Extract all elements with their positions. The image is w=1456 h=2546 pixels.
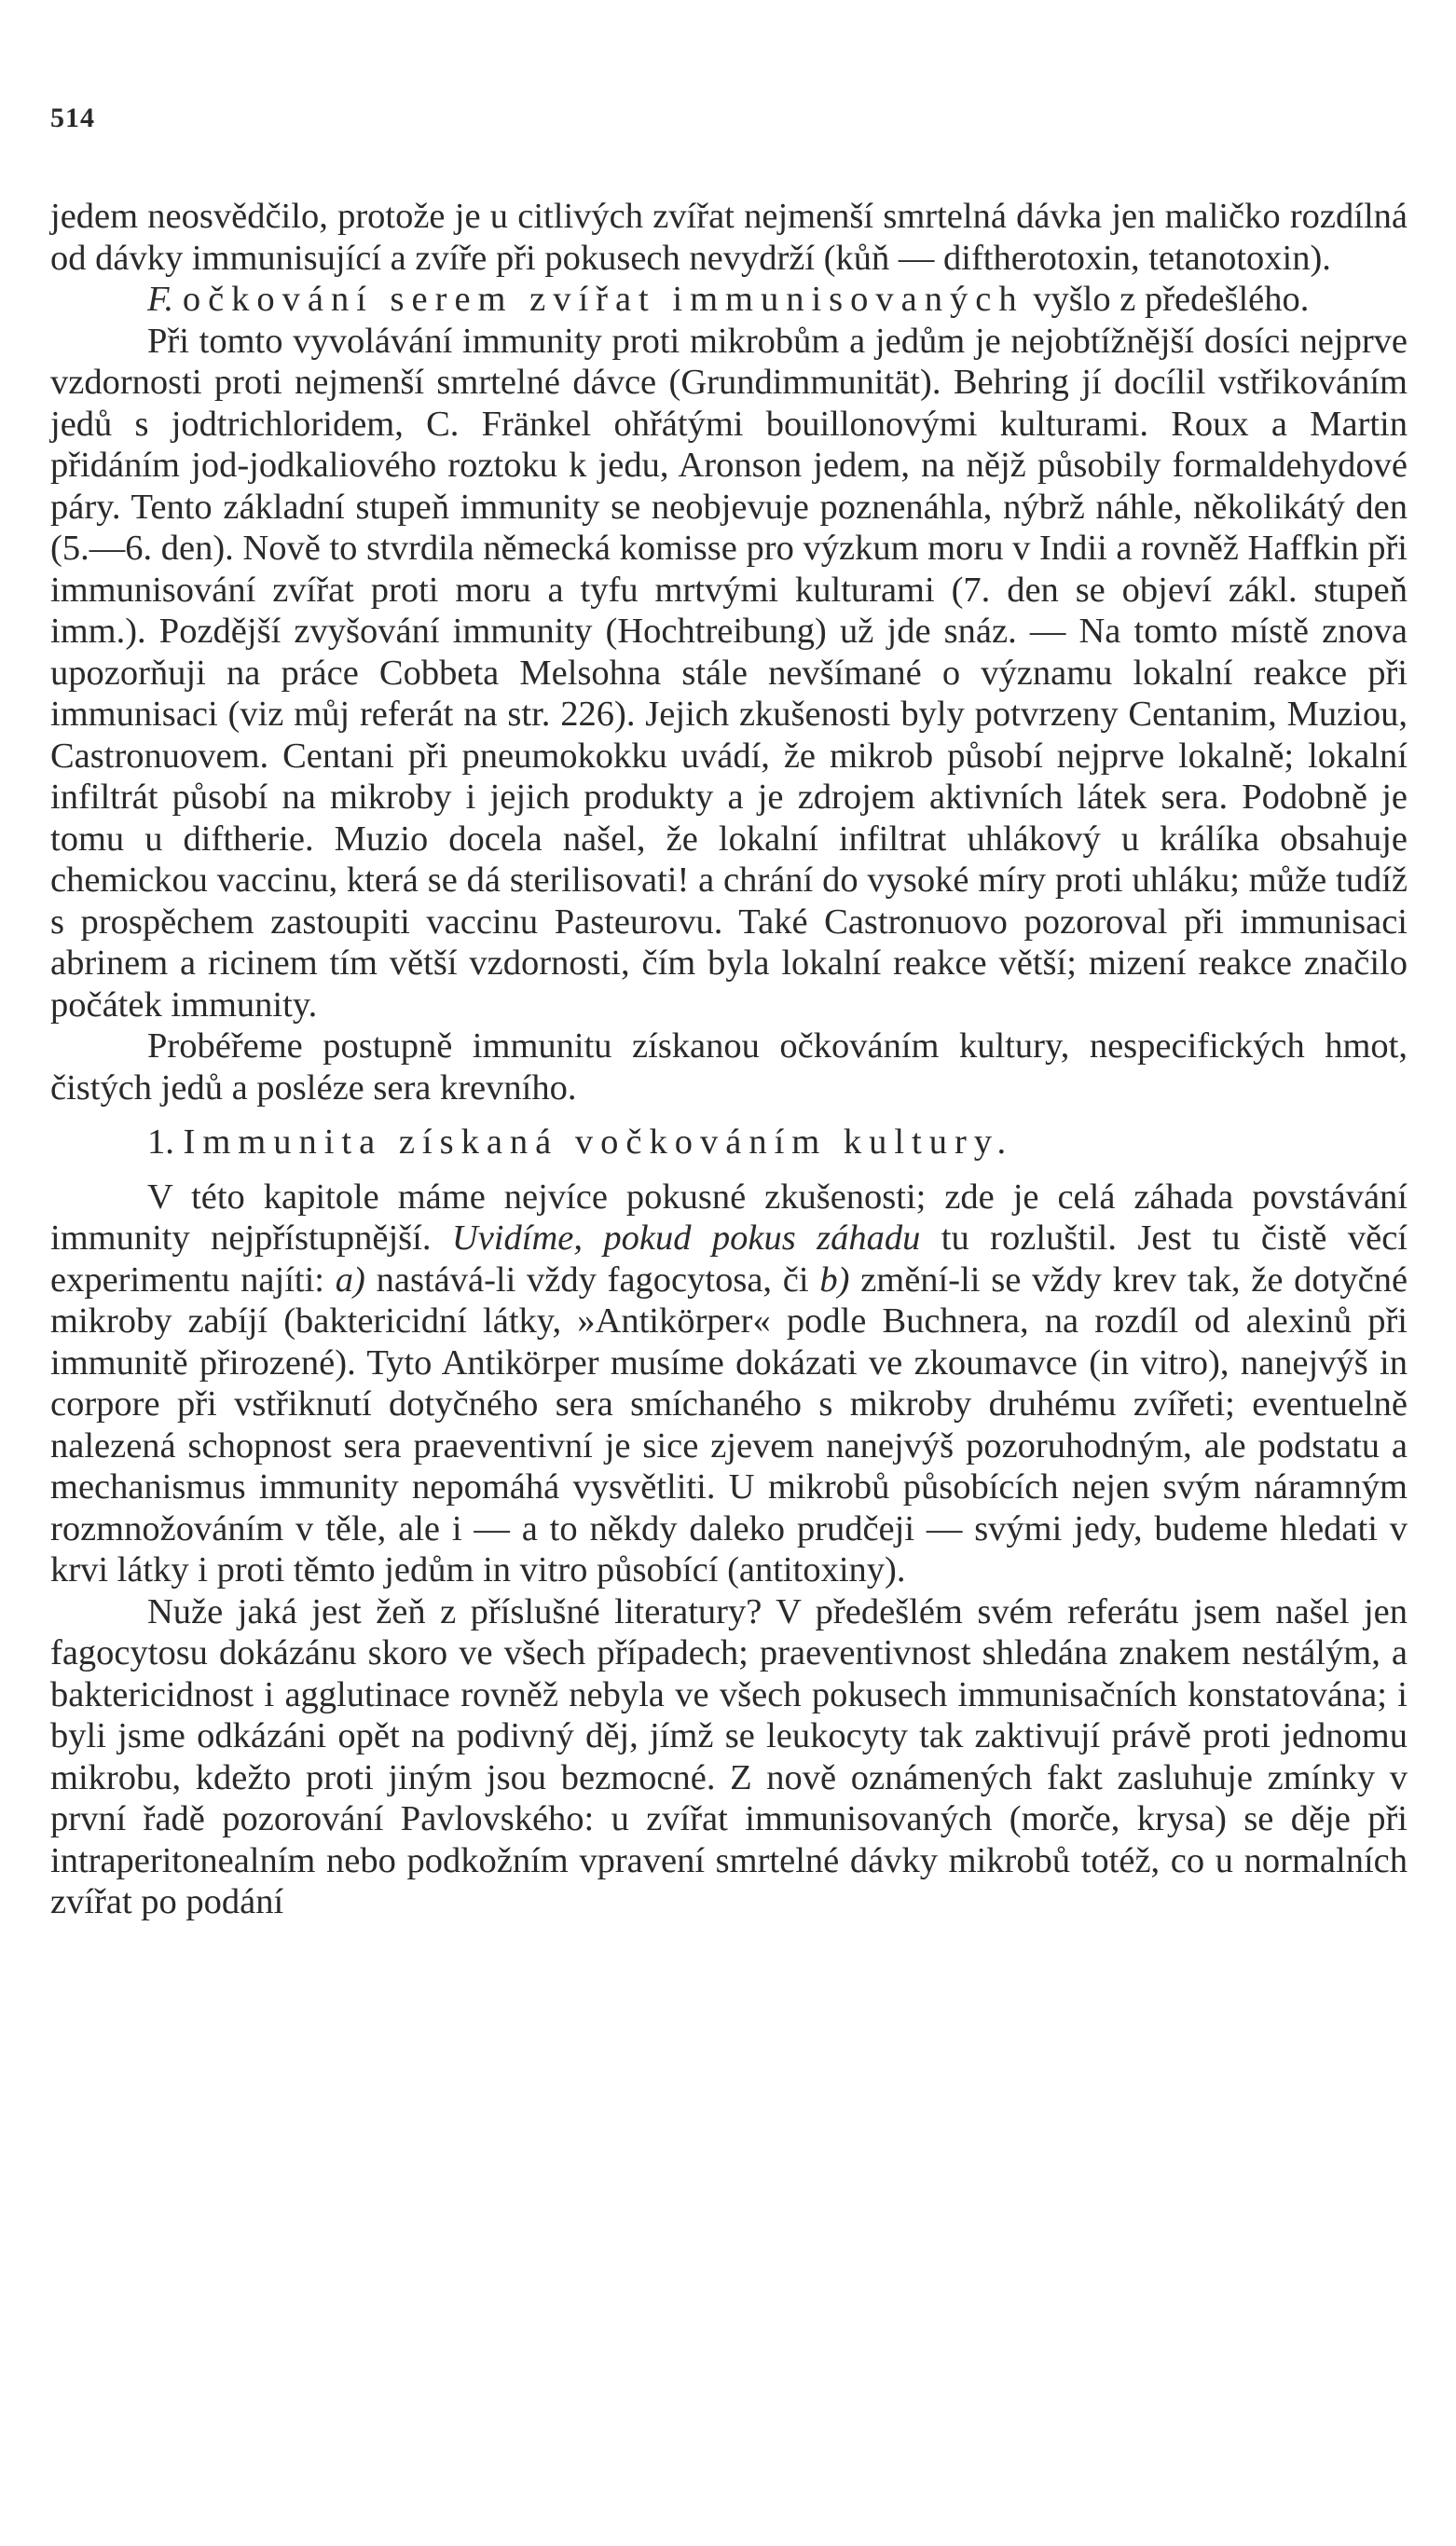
paragraph-2 xyxy=(50,279,1408,321)
section-heading-number: 1. xyxy=(147,1122,174,1162)
page-number: 514 xyxy=(50,103,95,133)
paragraph-5-part-b: tu rozluštil. Jest tu čistě věcí experimentu najíti: xyxy=(50,1218,1408,1300)
paragraph-6: Nuže jaká jest žeň z příslušné literatury? V předešlém svém referátu jsem našel jen fagocytosu dokázánu skoro ve všech případech; praeventivnost shledána znakem nestálým, a baktericidnost i agglutinace rovněž nebyla ve všech pokusech immunisačních konstatována; i byli jsme odkázáni opět na podivný děj, jímž se leukocyty tak zaktivují právě proti jednomu mikrobu, kdežto proti jiným jsou bezmocné. Z nově oznámených fakt zasluhuje zmínky v první řadě pozorování Pavlovského: u zvířat immunisovaných (morče, krysa) se děje při intraperitonealním nebo podkožním vpravení smrtelné dávky mikrobů totéž, co u normalních zvířat po podání xyxy=(50,1591,1408,1921)
paragraph-1: jedem neosvědčilo, protože je u citlivých zvířat nejmenší smrtelná dávka jen maličko rozdílná od dávky immunisující a zvíře při pokusech nevydrží (kůň — diftherotoxin, tetanotoxin). xyxy=(50,197,1408,278)
paragraph-5-part-d: změní-li se vždy krev tak, že dotyčné mikroby zabíjí (baktericidní látky, »Antikörper« podle Buchnera, na rozdíl od alexinů při immunitě přirozené). Tyto Antikörper musíme dokázati ve zkoumavce (in vitro), nanejvýš in corpore při vstřiknutí dotyčného sera smíchaného s mikroby druhému zvířeti; eventuelně nalezená schopnost sera praeventivní je sice zjevem nanejvýš pozoruhodným, ale podstatu a mechanismus immunity nepomáhá vysvětliti. U mikrobů působících nejen svým náramným rozmnožováním v těle, ale i — a to někdy daleko prudčeji — svými jedy, budeme hledati v krvi látky i proti těmto jedům in vitro působící (antitoxiny). xyxy=(50,1259,1408,1590)
list-marker-a: a) xyxy=(335,1259,365,1300)
paragraph-5-part-c: nastává-li vždy fagocytosa, či xyxy=(376,1259,809,1300)
section-heading-title: Immunita získaná vočkováním kultury. xyxy=(183,1122,1014,1162)
paragraph-5-italic: Uvidíme, pokud pokus záhadu xyxy=(451,1218,921,1258)
spaced-phrase: očkování serem zvířat immunisovaných xyxy=(182,280,1024,319)
list-marker-b: b) xyxy=(819,1259,850,1300)
section-label-f: F. xyxy=(147,280,174,319)
paragraph-5-part-a: V této kapitole máme nejvíce pokusné zkušenosti; zde je celá záhada povstávání immunity nejpřístupnější. xyxy=(50,1177,1408,1258)
section-heading xyxy=(50,1122,1408,1163)
body-text xyxy=(50,196,1408,1923)
paragraph-2-rest: vyšlo z předešlého. xyxy=(1033,280,1310,319)
paragraph-3: Při tomto vyvolávání immunity proti mikrobům a jedům je nejobtížnější dosíci nejprve vzdornosti proti nejmenší smrtelné dávce (Grundimmunität). Behring jí docílil vstřikováním jedů s jodtrichloridem, C. Fränkel ohřátými bouillonovými kulturami. Roux a Martin přidáním jod-jodkaliového roztoku k jedu, Aronson jedem, na nějž působily formaldehydové páry. Tento základní stupeň immunity se neobjevuje poznenáhla, nýbrž náhle, několikátý den (5.—6. den). Nově to stvrdila německá komisse pro výzkum moru v Indii a rovněž Haffkin při immunisování zvířat proti moru a tyfu mrtvými kulturami (7. den se objeví zákl. stupeň imm.). Pozdější zvyšování immunity (Hochtreibung) už jde snáz. — Na tomto místě znova upozorňuji na práce Cobbeta Melsohna stále nevšímané o významu lokalní reakce při immunisaci (viz můj referát na str. 226). Jejich zkušenosti byly potvrzeny Centanim, Muziou, Castronuovem. Centani při pneumokokku uvádí, že mikrob působí nejprve lokalně; lokalní infiltrát působí na mikroby i jejich produkty a je zdrojem aktivních látek sera. Podobně je tomu u diftherie. Muzio docela našel, že lokalní infiltrat uhlákový u králíka obsahuje chemickou vaccinu, která se dá sterilisovati! a chrání do vysoké míry proti uhláku; může tudíž s prospěchem zastoupiti vaccinu Pasteurovu. Také Castronuovo pozoroval při immunisaci abrinem a ricinem tím větší vzdornosti, čím byla lokalní reakce větší; mizení reakce značilo počátek immunity. xyxy=(50,321,1408,1025)
paragraph-4: Probéřeme postupně immunitu získanou očkováním kultury, nespecifických hmot, čistých jedů a posléze sera krevního. xyxy=(50,1026,1408,1108)
paragraph-5 xyxy=(50,1177,1408,1591)
